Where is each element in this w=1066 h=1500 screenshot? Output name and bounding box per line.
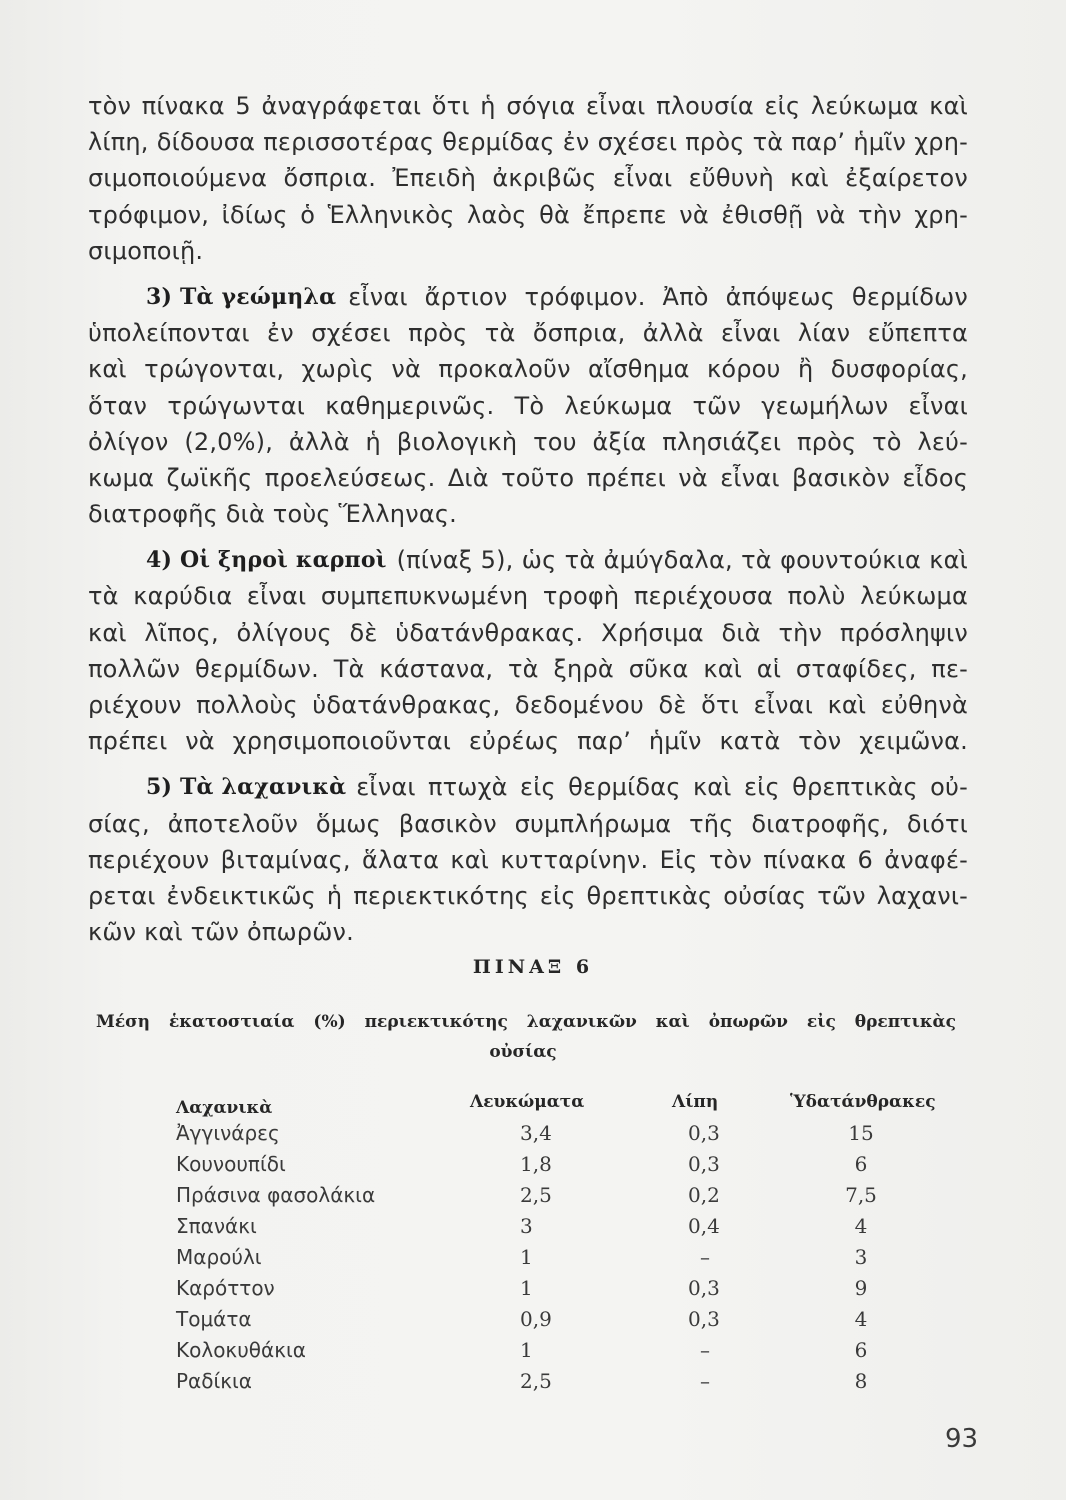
text-line: ὀλίγον (2,0%), ἀλλὰ ἡ βιολογικὴ του ἀξία πλησιάζει πρὸς τὸ λεύ- [88,427,968,456]
text-line: διατροφῆς διὰ τοὺς Ἕλληνας. [88,500,457,529]
text-line: περιέχουν βιταμίνας, ἅλατα καὶ κυτταρίνην. Εἰς τὸν πίνακα 6 ἀναφέ- [88,845,968,874]
vegetable-name: Ἀγγινάρες [176,1121,280,1145]
text-line: πολλῶν θερμίδων. Τὰ κάστανα, τὰ ξηρὰ σῦκα καὶ αἱ σταφίδες, πε- [88,654,968,683]
carbs-value: 4 [854,1214,868,1238]
table-caption-continued: οὐσίας [489,1042,557,1062]
text-line: λίπη, δίδουσα περισσοτέρας θερμίδας ἐν σχέσει πρὸς τὰ παρ’ ἡμῖν χρη- [88,128,968,157]
column-header-carbohydrates: Ὑδατάνθρακες [790,1092,936,1112]
text-line: ὅταν τρώγωνται καθημερινῶς. Τὸ λεύκωμα τῶν γεωμήλων εἶναι [88,391,968,420]
fat-value: 0,3 [688,1121,720,1145]
table-row [0,1276,1066,1307]
fat-value: – [700,1369,710,1393]
table-row [0,1214,1066,1245]
column-header-vegetables: Λαχανικὰ [176,1098,273,1118]
table-row [0,1245,1066,1276]
body-text [88,88,968,950]
text-line: πρέπει νὰ χρησιμοποιοῦνται εὐρέως παρ’ ἡμῖν κατὰ τὸν χειμῶνα. [88,727,968,756]
column-header-fat: Λίπη [672,1092,719,1112]
table-row [0,1338,1066,1369]
table-row [0,1369,1066,1400]
fat-value: 0,3 [688,1276,720,1300]
fat-value: 0,3 [688,1307,720,1331]
carbs-value: 3 [854,1245,868,1269]
text-line: ρεται ἐνδεικτικῶς ἡ περιεκτικότης εἰς θρεπτικὰς οὐσίας τῶν λαχανι- [88,881,968,910]
protein-value: 3 [520,1214,533,1238]
vegetable-name: Σπανάκι [176,1214,257,1238]
fat-value: – [700,1245,710,1269]
fat-value: – [700,1338,710,1362]
vegetable-name: Ραδίκια [176,1369,252,1393]
vegetable-name: Καρόττον [176,1276,275,1300]
text-line: τρόφιμον, ἰδίως ὁ Ἑλληνικὸς λαὸς θὰ ἔπρεπε νὰ ἐθισθῇ νὰ τὴν χρη- [88,200,968,229]
carbs-value: 6 [854,1338,868,1362]
carbs-value: 7,5 [845,1183,877,1207]
protein-value: 1 [520,1245,533,1269]
protein-value: 1,8 [520,1152,552,1176]
table-title: ΠΙΝΑΞ 6 [472,956,594,978]
protein-value: 1 [520,1338,533,1362]
protein-value: 3,4 [520,1121,552,1145]
paragraph-first-line [88,769,968,805]
table-row [0,1307,1066,1338]
text-line: καὶ λῖπος, ὀλίγους δὲ ὑδατάνθρακας. Χρήσιμα διὰ τὴν πρόσληψιν [88,618,968,647]
section-heading-potatoes: 3) Τὰ γεώμηλα [146,283,337,310]
section-heading-vegetables: 5) Τὰ λαχανικὰ [146,774,347,801]
table-caption: Μέση ἑκατοστιαία (%) περιεκτικότης λαχανικῶν καὶ ὀπωρῶν εἰς θρεπτικὰς [96,1012,956,1032]
paragraph-first-line [88,279,968,315]
protein-value: 1 [520,1276,533,1300]
protein-value: 0,9 [520,1307,552,1331]
table-row [0,1152,1066,1183]
text-line: σίας, ἀποτελοῦν ὅμως βασικὸν συμπλήρωμα τῆς διατροφῆς, διότι [88,809,968,838]
text-line: σιμοποιῇ. [88,236,204,265]
carbs-value: 8 [854,1369,868,1393]
text-line: τὸν πίνακα 5 ἀναγράφεται ὅτι ἡ σόγια εἶναι πλουσία εἰς λεύκωμα καὶ [88,92,968,120]
text-line: κῶν καὶ τῶν ὀπωρῶν. [88,918,354,947]
text-line: (πίναξ 5), ὡς τὰ ἀμύγδαλα, τὰ φουντούκια καὶ [396,546,968,575]
carbs-value: 4 [854,1307,868,1331]
section-heading-nuts: 4) Οἱ ξηροὶ καρποὶ [146,547,387,574]
vegetable-name: Κολοκυθάκια [176,1338,306,1362]
text-line: εἶναι πτωχὰ εἰς θερμίδας καὶ εἰς θρεπτικὰς οὐ- [356,773,968,802]
text-line: καὶ τρώγονται, χωρὶς νὰ προκαλοῦν αἴσθημα κόρου ἢ δυσφορίας, [88,355,968,384]
vegetable-name: Πράσινα φασολάκια [176,1183,376,1207]
fat-value: 0,4 [688,1214,720,1238]
text-line: ὑπολείπονται ἐν σχέσει πρὸς τὰ ὄσπρια, ἀλλὰ εἶναι λίαν εὔπεπτα [88,319,968,348]
fat-value: 0,3 [688,1152,720,1176]
text-line: τὰ καρύδια εἶναι συμπεπυκνωμένη τροφὴ περιέχουσα πολὺ λεύκωμα [88,582,968,611]
text-line: ριέχουν πολλοὺς ὑδατάνθρακας, δεδομένου δὲ ὅτι εἶναι καὶ εὐθηνὰ [88,691,968,719]
table-row [0,1121,1066,1152]
vegetable-name: Κουνουπίδι [176,1152,286,1176]
protein-value: 2,5 [520,1183,552,1207]
vegetable-name: Τομάτα [176,1307,252,1331]
carbs-value: 15 [848,1121,874,1145]
page-number: 93 [945,1424,979,1454]
carbs-value: 6 [854,1152,868,1176]
table-row [0,1183,1066,1214]
text-line: σιμοποιούμενα ὄσπρια. Ἐπειδὴ ἀκριβῶς εἶναι εὔθυνὴ καὶ ἐξαίρετον [88,164,968,193]
fat-value: 0,2 [688,1183,720,1207]
text-line: κωμα ζωϊκῆς προελεύσεως. Διὰ τοῦτο πρέπει νὰ εἶναι βασικὸν εἶδος [88,463,968,492]
protein-value: 2,5 [520,1369,552,1393]
column-header-protein: Λευκώματα [470,1092,585,1112]
text-line: εἶναι ἄρτιον τρόφιμον. Ἀπὸ ἀπόψεως θερμίδων [348,282,968,311]
carbs-value: 9 [854,1276,868,1300]
vegetable-name: Μαρούλι [176,1245,262,1269]
paragraph-first-line [88,542,968,578]
